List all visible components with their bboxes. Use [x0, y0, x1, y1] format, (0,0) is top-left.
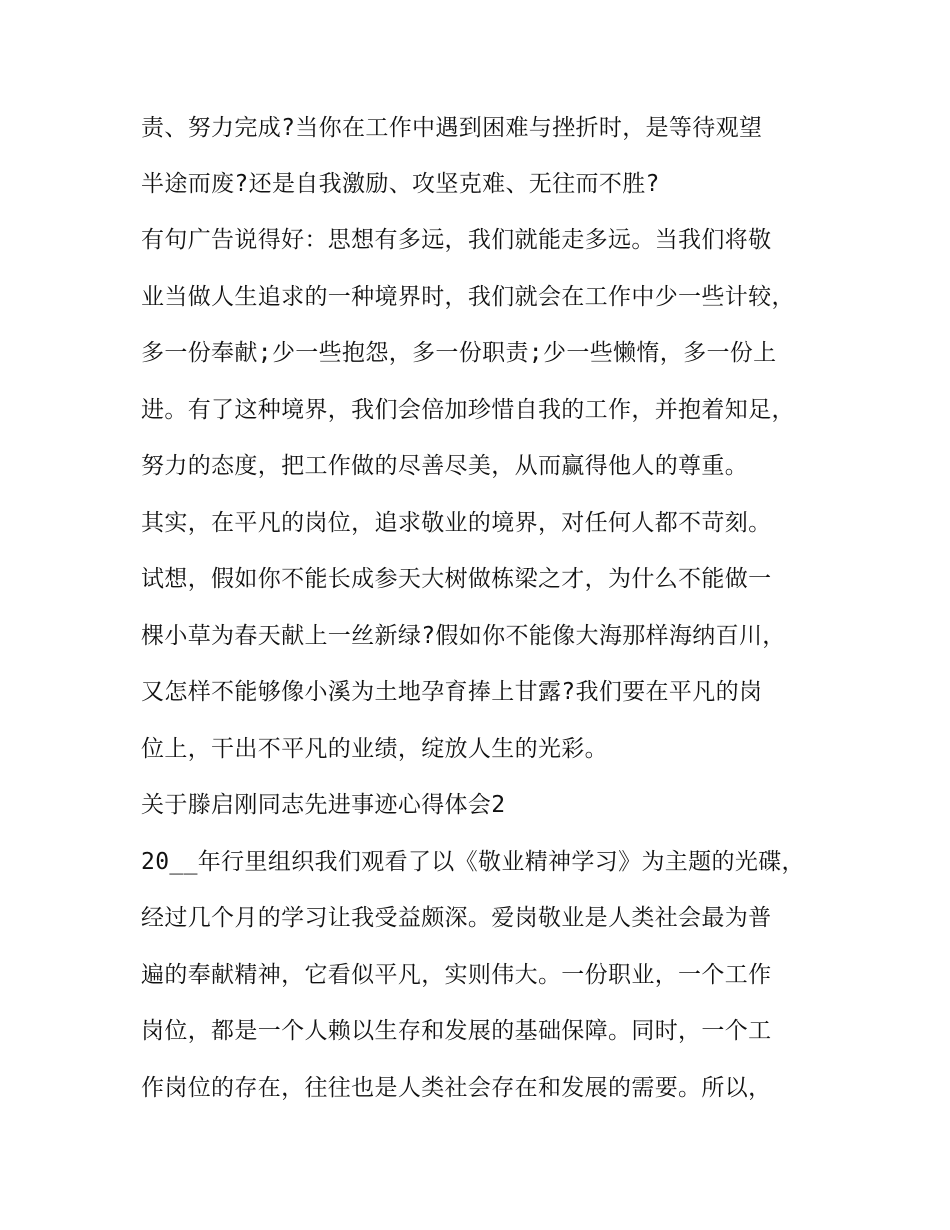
- text-line: 半途而废?还是自我激励、攻坚克难、无往而不胜?: [141, 171, 660, 197]
- text-line: 业当做人生追求的一种境界时，我们就会在工作中少一些计较，: [141, 284, 795, 310]
- text-line: 位上，干出不平凡的业绩，绽放人生的光彩。: [141, 736, 608, 762]
- text-line: 棵小草为春天献上一丝新绿?假如你不能像大海那样海纳百川，: [141, 623, 786, 649]
- text-line: 遍的奉献精神，它看似平凡，实则伟大。一份职业，一个工作: [141, 962, 772, 988]
- text-line: 又怎样不能够像小溪为土地孕育捧上甘露?我们要在平凡的岗: [141, 679, 763, 705]
- text-line: 有句广告说得好：思想有多远，我们就能走多远。当我们将敬: [141, 227, 772, 253]
- text-line: 试想，假如你不能长成参天大树做栋梁之才，为什么不能做一: [141, 566, 772, 592]
- text-line: 岗位，都是一个人赖以生存和发展的基础保障。同时，一个工: [141, 1018, 772, 1044]
- text-line: 责、努力完成?当你在工作中遇到困难与挫折时，是等待观望: [141, 115, 763, 141]
- section-heading: 关于滕启刚同志先进事迹心得体会2: [141, 792, 506, 818]
- text-line: 多一份奉献;少一些抱怨，多一份职责;少一些懒惰，多一份上: [141, 340, 777, 366]
- text-line: 进。有了这种境界，我们会倍加珍惜自我的工作，并抱着知足，: [141, 397, 795, 423]
- text-line: 作岗位的存在，往往也是人类社会存在和发展的需要。所以，: [141, 1075, 772, 1101]
- text-line: 20__年行里组织我们观看了以《敬业精神学习》为主题的光碟，: [141, 849, 805, 875]
- text-line: 努力的态度，把工作做的尽善尽美，从而赢得他人的尊重。: [141, 453, 749, 479]
- text-line: 经过几个月的学习让我受益颇深。爱岗敬业是人类社会最为普: [141, 905, 772, 931]
- text-line: 其实，在平凡的岗位，追求敬业的境界，对任何人都不苛刻。: [141, 510, 772, 536]
